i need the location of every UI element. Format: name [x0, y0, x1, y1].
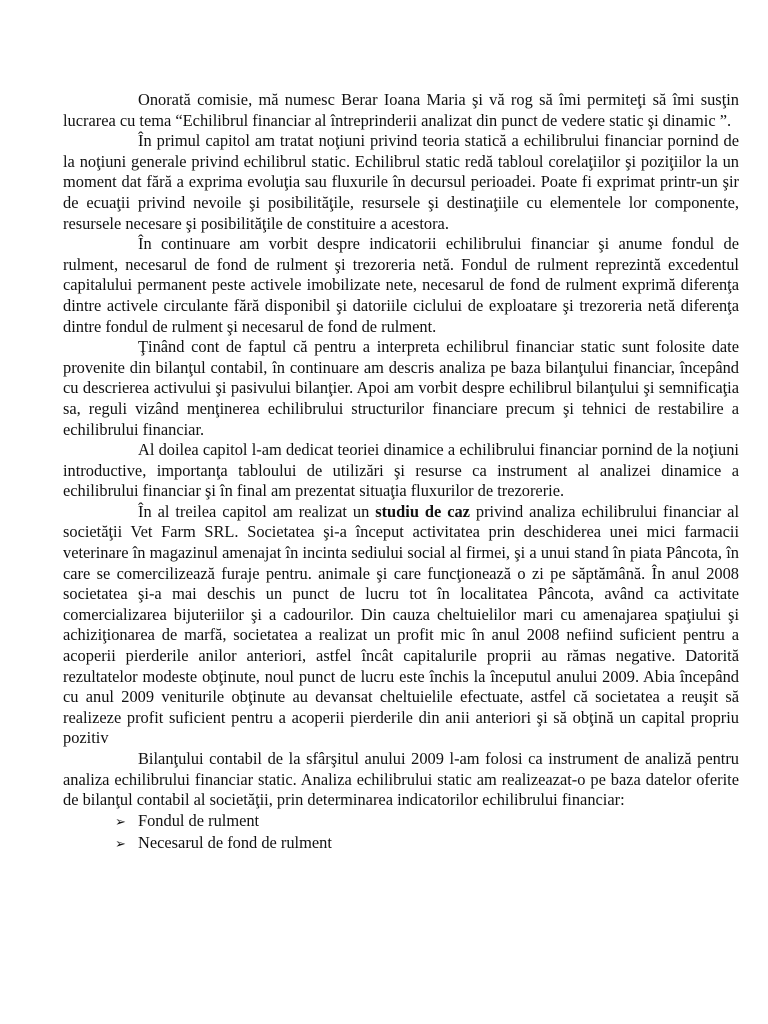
indicator-list	[63, 811, 739, 856]
paragraph-balance-sheet: Bilanţului contabil de la sfârşitul anului 2009 l-am folosi ca instrument de analiză pentru analiza echilibrului financiar static. Analiza echilibrului static am realizeazat-o pe baza datelor oferite de bilanţul contabil al societăţii, prin determinarea indicatorilor echilibrului financiar:	[63, 749, 739, 810]
paragraph-indicators: În continuare am vorbit despre indicatorii echilibrului financiar şi anume fondul de rulment, necesarul de fond de rulment şi trezoreria netă. Fondul de rulment reprezintă excedentul capitalului permanent peste activele imobilizate nete, necesarul de fond de rulment exprimă diferenţa dintre activele circulante fără disponibil şi datoriile ciclului de exploatare şi trezoreria netă diferenţa dintre fondul de rulment şi necesarul de fond de rulment.	[63, 234, 739, 336]
list-item	[115, 811, 739, 834]
list-item-text: Fondul de rulment	[138, 810, 260, 830]
paragraph-intro: Onorată comisie, mă numesc Berar Ioana Maria şi vă rog să îmi permiteţi să îmi susţin lucrarea cu tema “Echilibrul financiar al întreprinderii analizat din punct de vedere static şi dinamic ”.	[63, 90, 739, 130]
case-study-text-before: În al treilea capitol am realizat un	[138, 501, 376, 521]
case-study-bold: studiu de caz	[375, 501, 470, 521]
paragraph-balance-analysis: Ţinând cont de faptul că pentru a interpreta echilibrul financiar static sunt folosite date provenite din bilanţul contabil, în continuare am descris analiza pe baza bilanţului financiar, începând cu descrierea activului şi pasivului bilanţier. Apoi am vorbit despre echilibrul bilanţului şi semnificaţia sa, reguli vizând menţinerea echilibrului structurilor financiare precum şi tehnici de restabilire a echilibrului financiar.	[63, 337, 739, 439]
paragraph-chapter-one: În primul capitol am tratat noţiuni privind teoria statică a echilibrului financiar pornind de la noţiuni generale privind echilibrul static. Echilibrul static redă tabloul corelaţiilor şi poziţiilor la un moment dat fără a exprima evoluţia sau fluxurile în decursul perioadei. Poate fi exprimat printr-un şir de ecuaţii privind nevoile şi posibilităţile, resursele şi destinaţiile cu elementele lor componente, resursele necesare şi posibilităţile de constituire a acestora.	[63, 131, 739, 233]
arrow-bullet-icon: ➢	[115, 814, 126, 830]
paragraph-case-study	[63, 502, 739, 749]
paragraph-chapter-two: Al doilea capitol l-am dedicat teoriei dinamice a echilibrului financiar pornind de la noţiuni introductive, importanţa tabloului de utilizări şi resurse ca instrument al analizei dinamice a echilibrului financiar şi în final am prezentat situaţia fluxurilor de trezorerie.	[63, 440, 739, 501]
list-item	[115, 833, 739, 856]
arrow-bullet-icon: ➢	[115, 837, 126, 853]
list-item-text: Necesarul de fond de rulment	[138, 833, 332, 853]
case-study-text-after: privind analiza echilibrului financiar al societăţii Vet Farm SRL. Societatea şi-a început activitatea prin deschiderea unei mici farmacii veterinare în magazinul amenajat în incinta sediului social al firmei, şi a unui stand în piata Pâncota, în care se comercilizează furaje pentru. animale şi care funcţionează o zi pe săptămână. În anul 2008 societatea şi-a mai deschis un punct de lucru tot în localitatea Pâncota, având ca activitate comercializarea bijuteriilor şi a cadourilor. Din cauza cheltuielilor mari cu amenajarea spaţiului şi achiziţionarea de marfă, societatea a realizat un profit mic în anul 2008 nefiind suficient pentru a acoperii pierderile anilor anteriori, astfel încât capitalurile proprii au rămas negative. Datorită rezultatelor modeste obţinute, noul punct de lucru este închis la începutul anului 2009. Abia începând cu anul 2009 veniturile obţinute au devansat cheltuielile efectuate, astfel că societatea a reuşit să realizeze profit suficient pentru a acoperii pierderile din anii anteriori şi să obţină un capital propriu pozitiv	[63, 501, 739, 748]
